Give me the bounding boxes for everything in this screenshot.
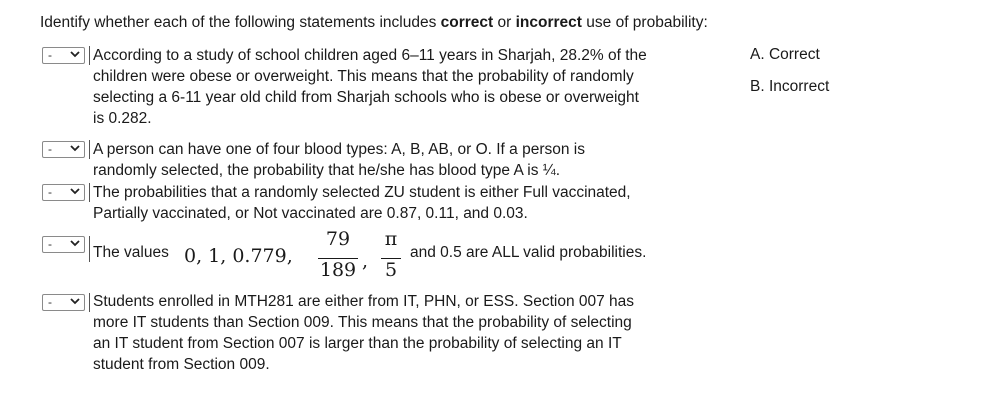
statement-line: A person can have one of four blood types: A, B, AB, or O. If a person is [93,141,585,158]
statement-line: selecting a 6-11 year old child from Sharjah schools who is obese or overweight [93,89,639,106]
statement-line: student from Section 009. [93,356,270,373]
instruction-incorrect: incorrect [515,14,582,31]
instruction-before: Identify whether each of the following statements includes [40,14,441,31]
dropdown-value: - [48,142,52,156]
chevron-down-icon [70,51,80,58]
dropdown-value: - [48,48,52,62]
answer-dropdown-1[interactable] [42,47,85,64]
instruction-middle: or [493,14,516,31]
option-incorrect: B. Incorrect [750,78,830,95]
statement-line: The probabilities that a randomly selected ZU student is either Full vaccinated, [93,184,631,201]
chevron-down-icon [70,240,80,247]
instruction-after: use of probability: [581,14,708,31]
statement-4-prefix: The values [93,244,169,261]
statement-line: is 0.282. [93,110,152,127]
statement-line: According to a study of school children aged 6–11 years in Sharjah, 28.2% of the [93,47,647,64]
answer-dropdown-5[interactable] [42,294,85,311]
statement-divider [89,46,90,65]
answer-dropdown-3[interactable] [42,184,85,201]
math-comma: , [362,250,369,272]
answer-dropdown-4[interactable] [42,236,85,253]
statement-3 [93,182,631,224]
dropdown-value: - [48,185,52,199]
math-values-list: 0, 1, 0.779, [184,245,293,267]
statement-2 [93,139,585,181]
statement-line: more IT students than Section 009. This means that the probability of selecting [93,314,632,331]
fraction-denominator: 5 [384,259,398,281]
statement-line: Partially vaccinated, or Not vaccinated are 0.87, 0.11, and 0.03. [93,205,528,222]
answer-dropdown-2[interactable] [42,141,85,158]
chevron-down-icon [70,188,80,195]
statement-5 [93,291,634,375]
instruction-correct: correct [440,14,494,31]
statement-line: randomly selected, the probability that he/she has blood type A is ¼. [93,162,561,179]
statement-divider [89,236,90,262]
statement-divider [89,183,90,202]
chevron-down-icon [70,298,80,305]
statement-1 [93,45,647,129]
statement-divider [89,140,90,159]
fraction-denominator: 189 [319,259,357,281]
dropdown-value: - [48,237,52,251]
fraction-numerator: 79 [325,228,351,250]
chevron-down-icon [70,145,80,152]
statement-line: Students enrolled in MTH281 are either from IT, PHN, or ESS. Section 007 has [93,293,635,310]
instruction-text [40,14,708,32]
statement-divider [89,293,90,312]
option-correct: A. Correct [750,46,820,63]
fraction-numerator: π [384,228,398,250]
statement-line: children were obese or overweight. This means that the probability of randomly [93,68,634,85]
statement-4-suffix: and 0.5 are ALL valid probabilities. [410,244,647,261]
statement-line: an IT student from Section 007 is larger than the probability of selecting an IT [93,335,622,352]
dropdown-value: - [48,295,52,309]
